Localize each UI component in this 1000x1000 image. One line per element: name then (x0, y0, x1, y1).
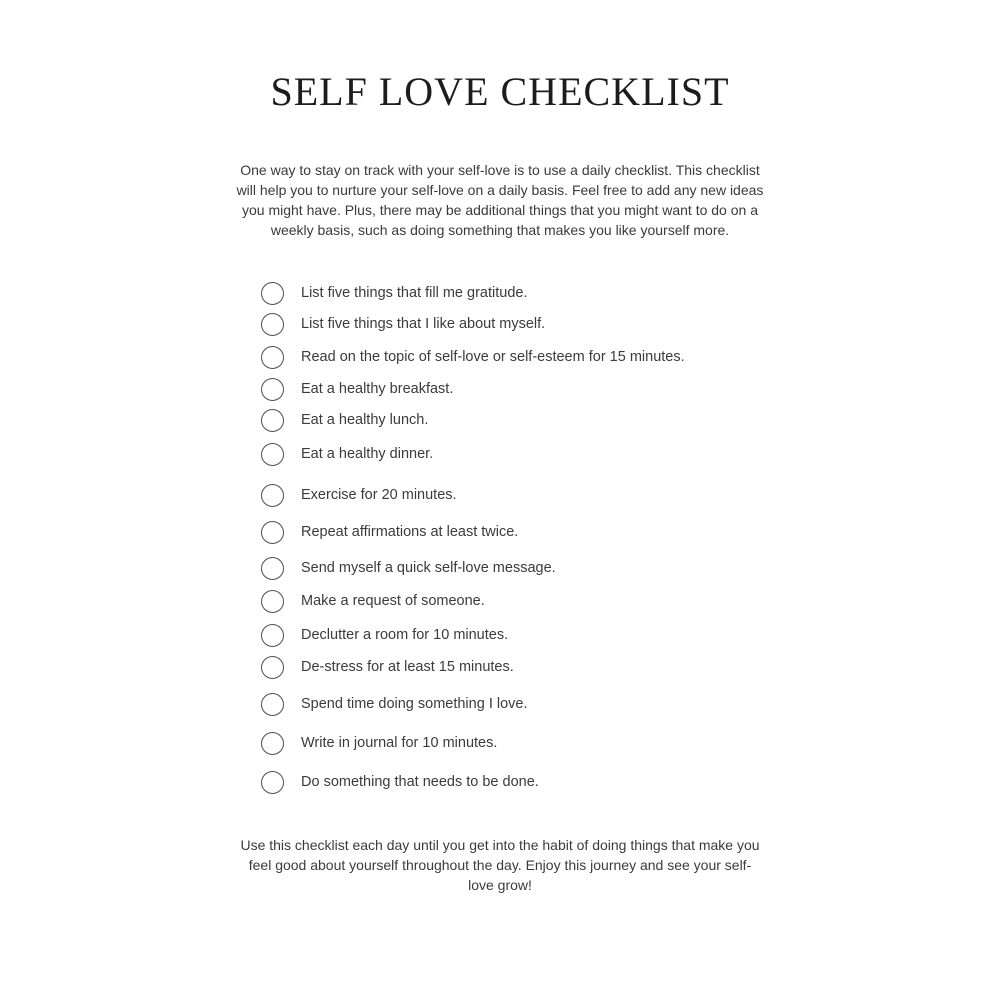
footer-line: Use this checklist each day until you get into the habit of doing things that make you (240, 837, 760, 853)
checklist-item-label: Do something that needs to be done. (301, 774, 539, 790)
checklist-item-label: De-stress for at least 15 minutes. (301, 659, 514, 675)
checkbox-circle[interactable] (261, 346, 284, 369)
checklist-item (261, 377, 761, 401)
checklist-item (261, 483, 761, 507)
intro-paragraph (180, 160, 820, 240)
checkbox-circle[interactable] (261, 313, 284, 336)
footer-paragraph (180, 835, 820, 895)
checklist-item (261, 408, 761, 432)
checkbox-circle[interactable] (261, 732, 284, 755)
checklist-item (261, 281, 761, 305)
checklist-item-label: Eat a healthy breakfast. (301, 381, 454, 397)
checkbox-circle[interactable] (261, 590, 284, 613)
intro-line: you might have. Plus, there may be additional things that you might want to do on a (242, 202, 758, 218)
checkbox-circle[interactable] (261, 521, 284, 544)
checklist-item-label: Exercise for 20 minutes. (301, 487, 457, 503)
intro-line: will help you to nurture your self-love on a daily basis. Feel free to add any new ideas (236, 182, 764, 198)
checklist-item (261, 655, 761, 679)
checklist-item-label: List five things that I like about myself. (301, 316, 546, 332)
checkbox-circle[interactable] (261, 484, 284, 507)
checklist-item-label: Eat a healthy dinner. (301, 446, 434, 462)
checklist-item-label: Repeat affirmations at least twice. (301, 524, 519, 540)
checklist-item (261, 345, 761, 369)
intro-line: One way to stay on track with your self-love is to use a daily checklist. This checklist (240, 162, 760, 178)
page-title: SELF LOVE CHECKLIST (270, 69, 730, 114)
checkbox-circle[interactable] (261, 282, 284, 305)
checklist-item (261, 623, 761, 647)
checklist-item (261, 312, 761, 336)
checklist-item (261, 731, 761, 755)
checkbox-circle[interactable] (261, 557, 284, 580)
checklist-item (261, 442, 761, 466)
checklist-item (261, 556, 761, 580)
checklist-item (261, 520, 761, 544)
checklist-item (261, 770, 761, 794)
checklist-item (261, 692, 761, 716)
footer-line: love grow! (468, 877, 532, 893)
checkbox-circle[interactable] (261, 771, 284, 794)
checkbox-circle[interactable] (261, 443, 284, 466)
checklist-item-label: Send myself a quick self-love message. (301, 560, 556, 576)
checklist-item-label: Read on the topic of self-love or self-esteem for 15 minutes. (301, 349, 685, 365)
checkbox-circle[interactable] (261, 378, 284, 401)
checkbox-circle[interactable] (261, 624, 284, 647)
checklist-item-label: Make a request of someone. (301, 593, 485, 609)
checklist-item-label: Declutter a room for 10 minutes. (301, 627, 509, 643)
checkbox-circle[interactable] (261, 656, 284, 679)
checklist (261, 281, 761, 794)
checklist-item-label: Write in journal for 10 minutes. (301, 735, 498, 751)
checklist-item-label: Spend time doing something I love. (301, 696, 528, 712)
checkbox-circle[interactable] (261, 409, 284, 432)
checkbox-circle[interactable] (261, 693, 284, 716)
checklist-item (261, 589, 761, 613)
intro-line: weekly basis, such as doing something that makes you like yourself more. (270, 222, 730, 238)
checklist-item-label: List five things that fill me gratitude. (301, 285, 528, 301)
footer-line: feel good about yourself throughout the day. Enjoy this journey and see your self- (248, 857, 752, 873)
checklist-item-label: Eat a healthy lunch. (301, 412, 429, 428)
